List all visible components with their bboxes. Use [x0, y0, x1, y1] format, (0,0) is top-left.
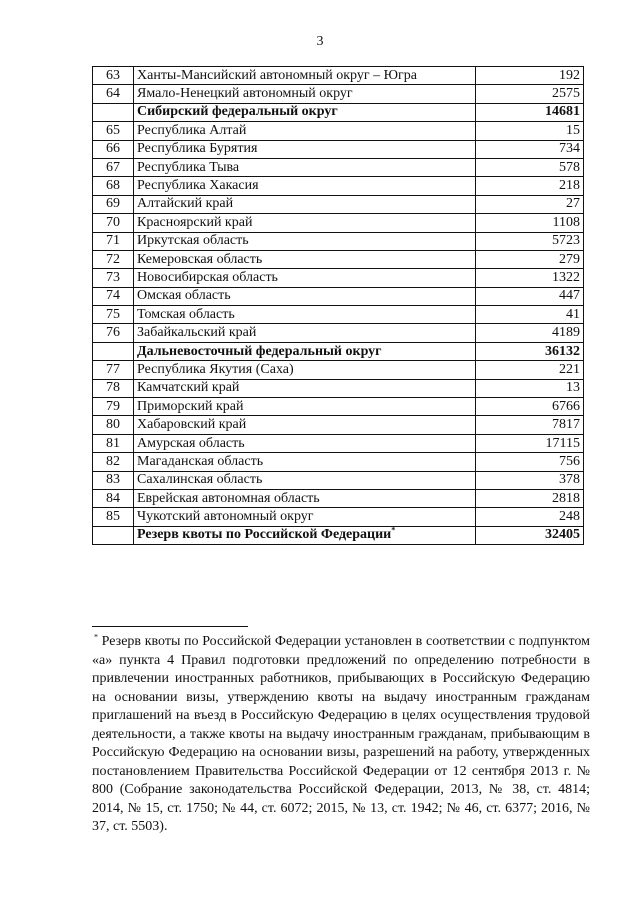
row-region-name: Республика Хакасия: [134, 177, 476, 195]
table-row: [93, 471, 584, 489]
row-number: 79: [93, 398, 134, 416]
row-number: 69: [93, 195, 134, 213]
row-region-name: Республика Тыва: [134, 158, 476, 176]
footnote-marker: *: [94, 632, 98, 642]
row-region-name: Амурская область: [134, 434, 476, 452]
row-quota-value: 4189: [476, 324, 584, 342]
row-quota-value: 5723: [476, 232, 584, 250]
row-number: 82: [93, 453, 134, 471]
row-quota-value: 1322: [476, 269, 584, 287]
row-quota-value: 248: [476, 508, 584, 526]
row-region-name: Камчатский край: [134, 379, 476, 397]
table-row: [93, 250, 584, 268]
reserve-label: Резерв квоты по Российской Федерации: [137, 527, 392, 543]
row-quota-value: 192: [476, 67, 584, 85]
row-quota-value: 7817: [476, 416, 584, 434]
row-number: 83: [93, 471, 134, 489]
table-row: [93, 195, 584, 213]
row-quota-value: 221: [476, 361, 584, 379]
table-row: [93, 158, 584, 176]
quota-table-body: [93, 67, 584, 545]
row-quota-value: 2575: [476, 85, 584, 103]
row-region-name: Еврейская автономная область: [134, 489, 476, 507]
row-quota-value: 2818: [476, 489, 584, 507]
row-quota-value: 41: [476, 306, 584, 324]
row-quota-value: 218: [476, 177, 584, 195]
row-region-name: Хабаровский край: [134, 416, 476, 434]
row-number: 80: [93, 416, 134, 434]
row-region-name: Иркутская область: [134, 232, 476, 250]
row-number: 74: [93, 287, 134, 305]
row-region-name: Сибирский федеральный округ: [134, 103, 476, 121]
row-region-name: Алтайский край: [134, 195, 476, 213]
row-number: 65: [93, 122, 134, 140]
page-number: 3: [316, 34, 324, 49]
row-quota-value: 17115: [476, 434, 584, 452]
row-number: 73: [93, 269, 134, 287]
row-number: 77: [93, 361, 134, 379]
row-region-name: [134, 526, 476, 544]
row-number: 68: [93, 177, 134, 195]
row-number: [93, 103, 134, 121]
table-row: [93, 489, 584, 507]
table-row: [93, 398, 584, 416]
row-region-name: Республика Алтай: [134, 122, 476, 140]
row-region-name: Магаданская область: [134, 453, 476, 471]
row-region-name: Томская область: [134, 306, 476, 324]
footnote-text: Резерв квоты по Российской Федерации установлен в соответствии с подпунктом «а» пункта 4 Правил подготовки предложений по определению потребности в привлечении иностранных работников, прибывающих в Российскую Федерацию на основании визы, утверждению квоты на выдачу иностранным гражданам приглашений на въезд в Российскую Федерацию в целях осуществления трудовой деятельности, а также квоты на выдачу иностранным гражданам, прибывающим в Российскую Федерацию на основании визы, разрешений на работу, утвержденных постановлением Правительства Российской Федерации от 12 сентября 2013 г. № 800 (Собрание законодательства Российской Федерации, 2013, № 38, ст. 4814; 2014, № 15, ст. 1750; № 44, ст. 6072; 2015, № 13, ст. 1942; № 46, ст. 6377; 2016, № 37, ст. 5503).: [92, 634, 590, 834]
table-row: [93, 508, 584, 526]
row-quota-value: 13: [476, 379, 584, 397]
row-number: 75: [93, 306, 134, 324]
table-row: [93, 140, 584, 158]
district-total-row: [93, 342, 584, 360]
row-number: 66: [93, 140, 134, 158]
row-quota-value: 378: [476, 471, 584, 489]
row-region-name: Омская область: [134, 287, 476, 305]
row-quota-value: 756: [476, 453, 584, 471]
row-number: 81: [93, 434, 134, 452]
row-quota-value: 1108: [476, 214, 584, 232]
footnote-marker: *: [391, 526, 396, 535]
row-number: 72: [93, 250, 134, 268]
row-quota-value: 279: [476, 250, 584, 268]
table-row: [93, 287, 584, 305]
row-quota-value: 27: [476, 195, 584, 213]
row-number: 70: [93, 214, 134, 232]
row-quota-value: 36132: [476, 342, 584, 360]
row-region-name: Республика Бурятия: [134, 140, 476, 158]
row-number: [93, 342, 134, 360]
table-row: [93, 232, 584, 250]
table-row: [93, 269, 584, 287]
table-row: [93, 379, 584, 397]
row-region-name: Новосибирская область: [134, 269, 476, 287]
row-number: 67: [93, 158, 134, 176]
row-number: 84: [93, 489, 134, 507]
table-row: [93, 416, 584, 434]
row-region-name: Кемеровская область: [134, 250, 476, 268]
row-region-name: Ямало-Ненецкий автономный округ: [134, 85, 476, 103]
footnote: [92, 633, 590, 837]
footnote-divider: [92, 626, 248, 627]
table-row: [93, 306, 584, 324]
quota-table: [92, 66, 584, 545]
row-quota-value: 14681: [476, 103, 584, 121]
table-row: [93, 453, 584, 471]
row-number: 64: [93, 85, 134, 103]
table-row: [93, 214, 584, 232]
table-row: [93, 434, 584, 452]
row-region-name: Сахалинская область: [134, 471, 476, 489]
row-number: 78: [93, 379, 134, 397]
row-region-name: Приморский край: [134, 398, 476, 416]
reserve-row: [93, 526, 584, 544]
row-quota-value: 32405: [476, 526, 584, 544]
row-number: 71: [93, 232, 134, 250]
row-number: 76: [93, 324, 134, 342]
table-row: [93, 324, 584, 342]
row-number: 85: [93, 508, 134, 526]
row-region-name: Красноярский край: [134, 214, 476, 232]
table-row: [93, 122, 584, 140]
table-row: [93, 67, 584, 85]
district-total-row: [93, 103, 584, 121]
row-region-name: Дальневосточный федеральный округ: [134, 342, 476, 360]
table-row: [93, 361, 584, 379]
row-quota-value: 734: [476, 140, 584, 158]
row-quota-value: 447: [476, 287, 584, 305]
table-row: [93, 177, 584, 195]
table-row: [93, 85, 584, 103]
row-quota-value: 6766: [476, 398, 584, 416]
row-number: [93, 526, 134, 544]
row-quota-value: 578: [476, 158, 584, 176]
row-region-name: Республика Якутия (Саха): [134, 361, 476, 379]
row-number: 63: [93, 67, 134, 85]
row-region-name: Забайкальский край: [134, 324, 476, 342]
row-region-name: Чукотский автономный округ: [134, 508, 476, 526]
row-quota-value: 15: [476, 122, 584, 140]
row-region-name: Ханты-Мансийский автономный округ – Югра: [134, 67, 476, 85]
